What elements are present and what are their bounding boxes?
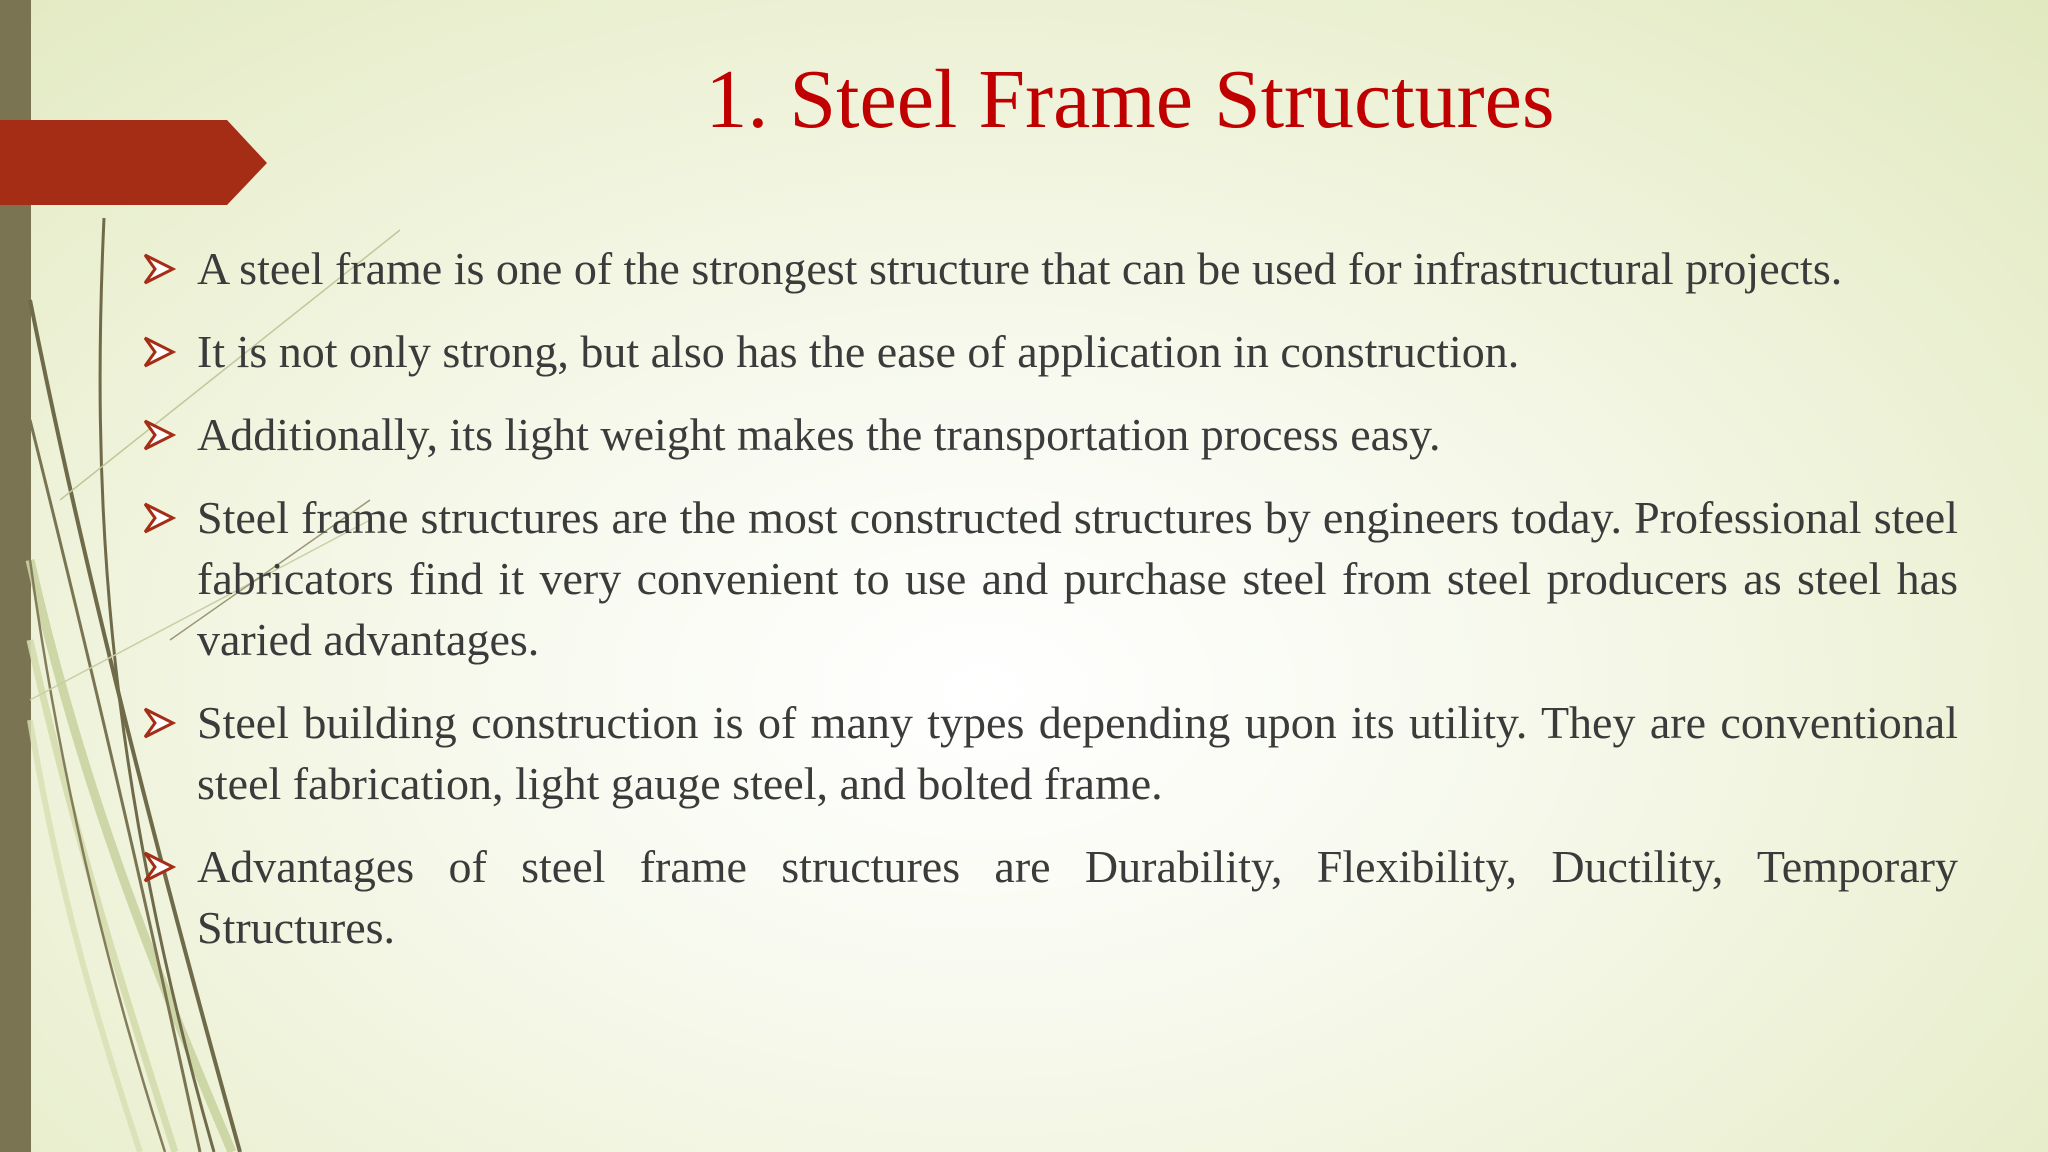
title-arrow-banner <box>0 120 267 205</box>
arrowhead-bullet-icon <box>142 418 176 452</box>
bullet-text: Steel frame structures are the most constructed structures by engineers today. Professional steel fabricators find it very convenient to use and purchase steel from steel producers as steel has varied advantages. <box>197 492 1958 665</box>
bullet-text: A steel frame is one of the strongest structure that can be used for infrastructural projects. <box>197 243 1843 294</box>
arrowhead-bullet-icon <box>142 335 176 369</box>
slide-title: 1. Steel Frame Structures <box>705 53 1555 146</box>
bullet-item <box>140 321 1958 382</box>
arrowhead-bullet-icon <box>142 252 176 286</box>
bullet-text: Additionally, its light weight makes the transportation process easy. <box>197 409 1441 460</box>
bullet-item <box>140 836 1958 958</box>
bullet-item <box>140 404 1958 465</box>
bullet-text: Advantages of steel frame structures are Durability, Flexibility, Ductility, Temporary Structures. <box>197 841 1958 953</box>
bullet-item <box>140 487 1958 670</box>
bullet-item <box>140 692 1958 814</box>
bullet-list <box>140 238 1958 980</box>
bullet-text: It is not only strong, but also has the ease of application in construction. <box>197 326 1520 377</box>
bullet-text: Steel building construction is of many types depending upon its utility. They are conventional steel fabrication, light gauge steel, and bolted frame. <box>197 697 1958 809</box>
arrowhead-bullet-icon <box>142 850 176 884</box>
arrowhead-bullet-icon <box>142 706 176 740</box>
bullet-item <box>140 238 1958 299</box>
arrowhead-bullet-icon <box>142 501 176 535</box>
